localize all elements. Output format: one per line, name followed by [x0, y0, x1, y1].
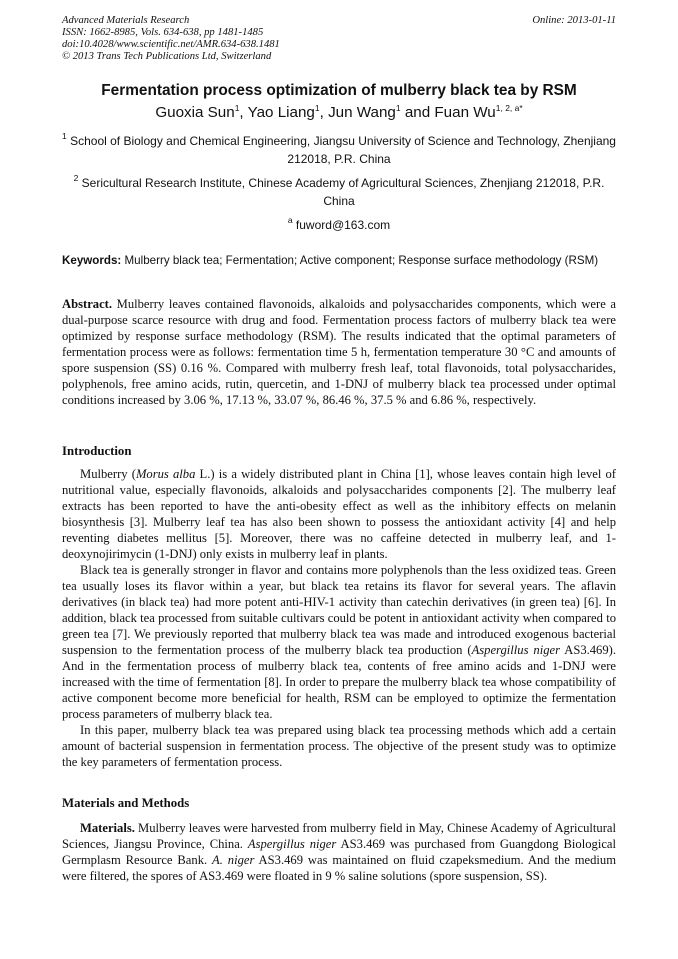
intro-paragraph-3 — [62, 722, 616, 770]
text-run: Mulberry ( — [80, 467, 136, 481]
abstract — [62, 296, 616, 408]
email-sup: a — [287, 215, 293, 225]
text-run: Black tea is generally stronger in flavor and contains more polyphenols than the less oxidized teas. Green tea usually loses its flavor within a year, but black tea retains its flavor for several years. The aflavin derivatives (in black tea) had more potent anti-HIV-1 activity than catechin derivatives (in green tea) [6]. In addition, black tea processed from suitable cultivars could be potent in antioxidant activity when compared to green tea [7]. We previously reported that mulberry black tea was made and introduced exogenous bacterial suspension to the fermentation process of the mulberry black tea production ( — [62, 563, 616, 657]
methods-paragraph-1 — [62, 820, 616, 884]
affiliation-sup: 2 — [73, 173, 79, 183]
author-sup: 1 — [395, 103, 401, 113]
author-sep: , — [319, 104, 329, 121]
author-sup: 1 — [234, 103, 240, 113]
email-text: fuword@163.com — [295, 218, 391, 232]
paper-title: Fermentation process optimization of mulberry black tea by RSM — [101, 82, 577, 99]
text-run: AS3.469). And in the fermentation process of mulberry black tea, contents of free amino acids and 1-DNJ were increased with the time of fermentation [8]. In order to prepare the mulberry black tea whose compatibility of active component become more beneficial for health, RSM can be employed to optimize the fermentation process parameters of mulberry black tea. — [62, 643, 616, 721]
text-run: Mulberry leaves were harvested from mulberry field in May, Chinese Academy of Agricultural Sciences, Jiangsu Province, China. — [62, 821, 616, 851]
italic-text-run: A. niger — [212, 853, 255, 867]
affiliation-text: School of Biology and Chemical Engineering, Jiangsu University of Science and Technology, Zhenjiang 212018, P.R. China — [70, 134, 616, 166]
abstract-text: Mulberry leaves contained flavonoids, alkaloids and polysaccharides components, which were a dual-purpose scarce resource with drug and food. Fermentation process factors of mulberry black tea were optimized by response surface methodology (RSM). The results indicated that the optimal parameters of fermentation process were as follows: fermentation time 5 h, fermentation temperature 30 °C and amounts of spore suspension (SS) 0.16 %. Compared with mulberry fresh leaf, total flavonoids, total polysaccharides, polyphenols, free amino acids, rutin, quercetin, and 1-DNJ of mulberry black tea processed under optimal conditions increased by 3.06 %, 17.13 %, 33.07 %, 86.46 %, 37.5 % and 6.86 %, respectively. — [62, 297, 616, 407]
abstract-label: Abstract. — [62, 297, 113, 311]
text-run: AS3.469 was purchased from Guangdong Biological Germplasm Resource Bank. — [62, 837, 617, 867]
author-sep: and — [400, 104, 435, 121]
keywords-label: Keywords: — [62, 254, 122, 267]
text-run: AS3.469 was maintained on fluid czapeksmedium. And the medium were filtered, the spores of AS3.469 were floated in 9 % saline solutions (spore suspension, SS). — [62, 853, 616, 883]
author: Yao Liang — [247, 104, 315, 121]
author: Guoxia Sun — [155, 104, 235, 121]
introduction-body — [62, 466, 616, 770]
affiliation-text: Sericultural Research Institute, Chinese Academy of Agricultural Sciences, Zhenjiang 212018, P.R. China — [81, 176, 605, 208]
issn-line: ISSN: 1662-8985, Vols. 634-638, pp 1481-1485 — [62, 27, 264, 38]
intro-paragraph-2 — [62, 562, 616, 722]
copyright-line: © 2013 Trans Tech Publications Ltd, Switzerland — [62, 51, 272, 62]
intro-paragraph-1 — [62, 466, 616, 562]
author-sup: 1 — [314, 103, 320, 113]
doi-line: doi:10.4028/www.scientific.net/AMR.634-638.1481 — [62, 39, 280, 50]
text-run: L.) is a widely distributed plant in China [1], whose leaves contain high level of nutritional value, especially flavonoids, alkaloids and polysaccharides components [2]. The mulberry leaf extracts has been reported to have the anti-obesity effect as well as the inhibitory effects on melanin biosynthesis [3]. Mulberry leaf tea has also been shown to possess the antioxidant activity [4] and help reventing diabetes mellitus [5]. Moreover, there was no caffeine detected in mulberry leaf, and 1-deoxynojirimycin (1-DNJ) only exists in mulberry leaf in plants. — [62, 467, 616, 561]
author-list — [62, 104, 616, 121]
author-email — [62, 216, 616, 234]
methods-body — [62, 820, 616, 884]
author: Fuan Wu — [434, 104, 496, 121]
journal-header — [62, 15, 616, 63]
keywords — [62, 254, 616, 268]
text-run: In this paper, mulberry black tea was prepared using black tea processing methods which add a certain amount of bacterial suspension in fermentation process. The objective of the present study was to optimize the key parameters of fermentation process. — [62, 723, 616, 769]
author: Jun Wang — [328, 104, 396, 121]
affiliation-sup: 1 — [62, 131, 67, 141]
methods-heading: Materials and Methods — [62, 796, 190, 810]
author-sep: , — [239, 104, 248, 121]
italic-text-run: Morus alba — [135, 467, 196, 481]
journal-name: Advanced Materials Research — [62, 15, 190, 26]
affiliation-2 — [62, 174, 616, 210]
author-sup: 1, 2, a* — [495, 103, 523, 113]
italic-text-run: Aspergillus niger — [471, 643, 560, 657]
italic-text-run: Aspergillus niger — [247, 837, 337, 851]
introduction-heading: Introduction — [62, 444, 132, 458]
affiliation-1 — [62, 132, 616, 168]
online-date: Online: 2013-01-11 — [532, 15, 616, 26]
keywords-text: Mulberry black tea; Fermentation; Active component; Response surface methodology (RSM) — [124, 254, 599, 267]
bold-text-run: Materials. — [80, 821, 135, 835]
